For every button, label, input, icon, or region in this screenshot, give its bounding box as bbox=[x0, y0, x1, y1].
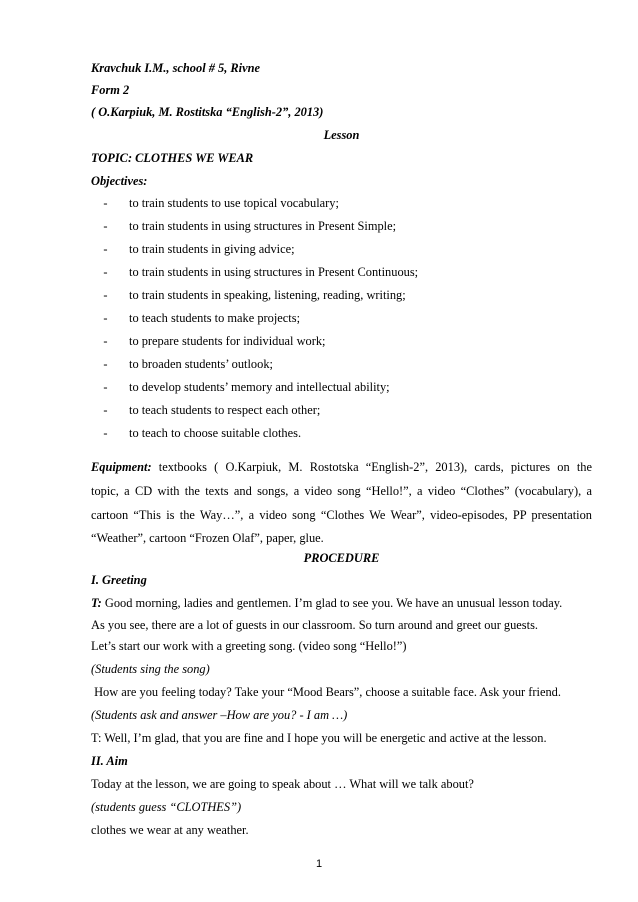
body-line: As you see, there are a lot of guests in our classroom. So turn around and greet our guests. bbox=[91, 618, 538, 632]
body-line: clothes we wear at any weather. bbox=[91, 823, 249, 837]
objectives-heading: Objectives: bbox=[91, 174, 148, 188]
list-item: - to train students in using structures in Present Continuous; bbox=[91, 265, 419, 279]
list-item: - to teach to choose suitable clothes. bbox=[91, 426, 302, 440]
list-item: - to train students to use topical vocabulary; bbox=[91, 196, 339, 210]
lesson-title: Lesson bbox=[323, 128, 360, 142]
stage-direction: (Students sing the song) bbox=[91, 662, 210, 676]
body-line: How are you feeling today? Take your “Mood Bears”, choose a suitable face. Ask your friend. bbox=[91, 685, 561, 699]
list-item: - to train students in using structures in Present Simple; bbox=[91, 219, 397, 233]
form-line: Form 2 bbox=[91, 83, 130, 97]
list-item: - to prepare students for individual work; bbox=[91, 334, 326, 348]
body-line: Let’s start our work with a greeting song. (video song “Hello!”) bbox=[91, 639, 407, 653]
author-line: Kravchuk I.M., school # 5, Rivne bbox=[91, 61, 261, 75]
list-item: - to teach students to make projects; bbox=[91, 311, 301, 325]
teacher-line: T: Good morning, ladies and gentlemen. I’m glad to see you. We have an unusual lesson today. bbox=[91, 596, 563, 610]
aim-heading: II. Aim bbox=[91, 754, 128, 768]
equipment-label: Equipment: bbox=[91, 460, 152, 474]
list-item: - to train students in speaking, listening, reading, writing; bbox=[91, 288, 406, 302]
list-item: - to teach students to respect each other; bbox=[91, 403, 321, 417]
equipment-line: “Weather”, cartoon “Frozen Olaf”, paper, glue. bbox=[91, 531, 324, 545]
page-number: 1 bbox=[315, 858, 323, 870]
equipment-line: topic, a CD with the texts and songs, a video song “Hello!”, a video “Clothes” (vocabulary), a bbox=[91, 484, 592, 498]
list-item: - to broaden students’ outlook; bbox=[91, 357, 273, 371]
list-item: - to develop students’ memory and intellectual ability; bbox=[91, 380, 390, 394]
topic-heading: TOPIC: CLOTHES WE WEAR bbox=[91, 151, 254, 165]
stage-direction: (students guess “CLOTHES”) bbox=[91, 800, 242, 814]
teacher-label: T: bbox=[91, 596, 102, 610]
greeting-heading: I. Greeting bbox=[91, 573, 147, 587]
body-line: Today at the lesson, we are going to speak about … What will we talk about? bbox=[91, 777, 474, 791]
body-line: T: Well, I’m glad, that you are fine and I hope you will be energetic and active at the lesson. bbox=[91, 731, 547, 745]
list-item: - to train students in giving advice; bbox=[91, 242, 295, 256]
equipment-line: cartoon “This is the Way…”, a video song “Clothes We Wear”, video-episodes, PP presentation bbox=[91, 508, 592, 522]
book-line: ( O.Karpiuk, M. Rostitska “English-2”, 2013) bbox=[91, 105, 324, 119]
procedure-heading: PROCEDURE bbox=[303, 551, 380, 565]
stage-direction: (Students ask and answer –How are you? - I am …) bbox=[91, 708, 348, 722]
equipment-line: Equipment: textbooks ( O.Karpiuk, M. Rostotska “English-2”, 2013), cards, pictures on the bbox=[91, 460, 592, 474]
